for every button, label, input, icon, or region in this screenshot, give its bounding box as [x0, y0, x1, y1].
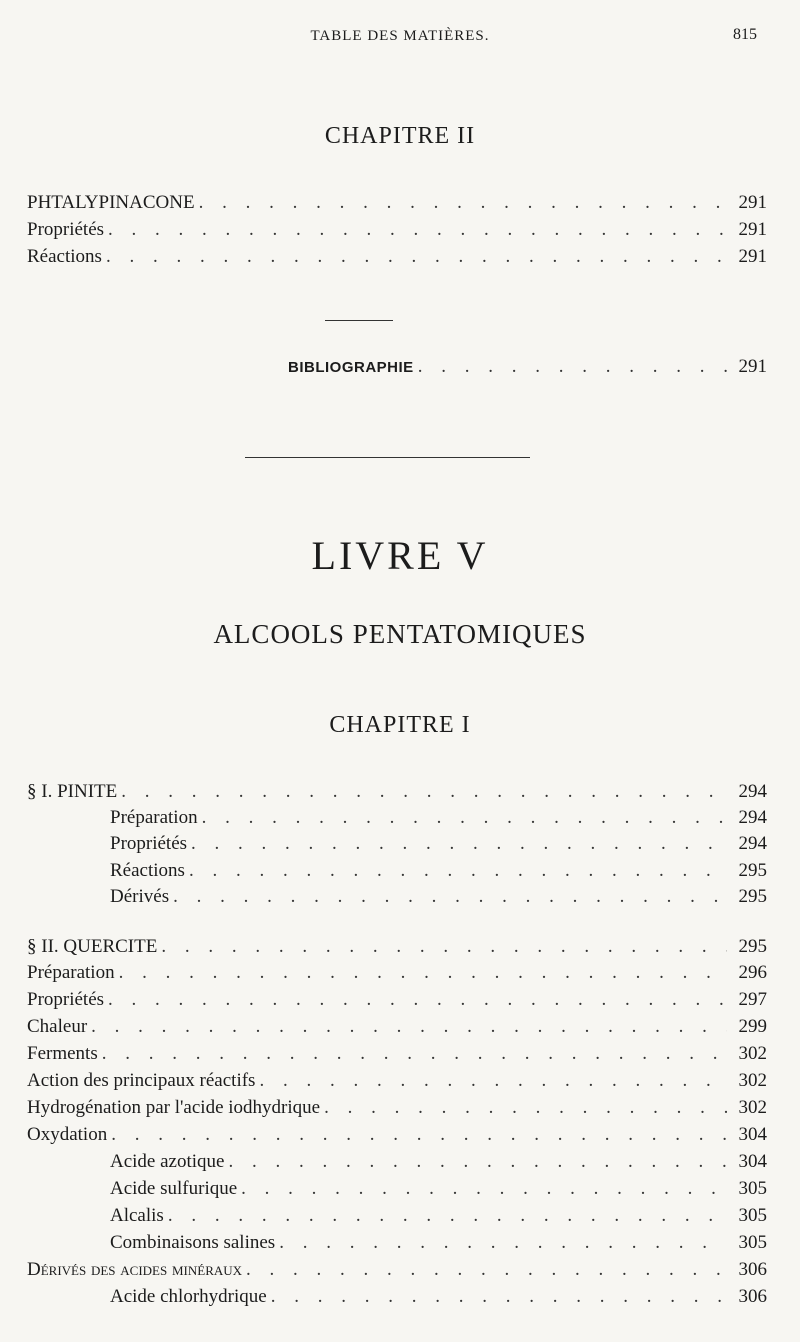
toc-entry-page: 294: [738, 833, 767, 854]
dot-leader: [418, 356, 727, 378]
dot-leader: [168, 1205, 727, 1227]
toc-entry-page: 294: [738, 781, 767, 802]
toc-entry-ferments[interactable]: [27, 1043, 767, 1069]
toc-entry-label: Propriétés: [110, 833, 188, 854]
toc-entry-derives[interactable]: [110, 886, 767, 912]
dot-leader: [199, 192, 727, 214]
toc-entry-label: Propriétés: [27, 219, 105, 240]
dot-leader: [91, 1016, 727, 1038]
toc-entry-page: 306: [738, 1286, 767, 1307]
dot-leader: [271, 1286, 727, 1308]
toc-entry-label: § I. PINITE: [27, 781, 118, 802]
dot-leader: [191, 833, 727, 855]
toc-entry-hydrogenation[interactable]: [27, 1097, 767, 1123]
toc-entry-page: 305: [738, 1178, 767, 1199]
toc-entry-label: Préparation: [27, 962, 115, 983]
toc-entry-preparation[interactable]: [27, 962, 767, 988]
toc-entry-chaleur[interactable]: [27, 1016, 767, 1042]
toc-entry-label: Acide azotique: [110, 1151, 225, 1172]
toc-entry-page: 291: [738, 192, 767, 213]
book-title: LIVRE V: [311, 533, 489, 578]
toc-entry-label: Alcalis: [110, 1205, 164, 1226]
dot-leader: [324, 1097, 727, 1119]
toc-entry-label: Chaleur: [27, 1016, 88, 1037]
short-divider: [325, 320, 393, 321]
dot-leader: [173, 886, 727, 908]
dot-leader: [279, 1232, 727, 1254]
dot-leader: [119, 962, 727, 984]
toc-entry-page: 295: [738, 860, 767, 881]
toc-entry-proprietes[interactable]: [27, 989, 767, 1015]
dot-leader: [121, 781, 727, 803]
dot-leader: [161, 936, 727, 958]
toc-entry-page: 295: [738, 936, 767, 957]
dot-leader: [241, 1178, 727, 1200]
toc-entry-label: Action des principaux réactifs: [27, 1070, 256, 1091]
toc-entry-page: 302: [738, 1070, 767, 1091]
toc-entry-action-reactifs[interactable]: [27, 1070, 767, 1096]
toc-entry-page: 296: [738, 962, 767, 983]
toc-entry-page: 291: [738, 356, 767, 377]
toc-entry-label: Réactions: [110, 860, 185, 881]
toc-entry-label: Combinaisons salines: [110, 1232, 276, 1253]
chapter-i-title: CHAPITRE I: [329, 712, 471, 738]
toc-entry-label: § II. QUERCITE: [27, 936, 158, 957]
toc-entry-page: 295: [738, 886, 767, 907]
toc-entry-label: Dérivés des acides minéraux: [27, 1259, 243, 1280]
dot-leader: [106, 246, 727, 268]
toc-entry-label: Acide sulfurique: [110, 1178, 238, 1199]
running-title: TABLE DES MATIÈRES.: [310, 28, 490, 44]
toc-entry-acide-sulfurique[interactable]: [110, 1178, 767, 1204]
dot-leader: [189, 860, 727, 882]
toc-entry-acide-chlorhydrique[interactable]: [110, 1286, 767, 1312]
toc-entry-phtalypinacone[interactable]: [27, 192, 767, 218]
dot-leader: [228, 1151, 727, 1173]
toc-entry-proprietes[interactable]: [110, 833, 767, 859]
toc-section-pinite[interactable]: [27, 781, 767, 807]
dot-leader: [111, 1124, 727, 1146]
toc-entry-page: 291: [738, 219, 767, 240]
toc-entry-oxydation[interactable]: [27, 1124, 767, 1150]
toc-entry-page: 305: [738, 1232, 767, 1253]
toc-entry-label: BIBLIOGRAPHIE: [288, 359, 414, 376]
toc-entry-page: 299: [738, 1016, 767, 1037]
dot-leader: [108, 219, 727, 241]
toc-entry-acide-azotique[interactable]: [110, 1151, 767, 1177]
toc-entry-label: Préparation: [110, 807, 198, 828]
toc-entry-page: 302: [738, 1043, 767, 1064]
toc-section-quercite[interactable]: [27, 936, 767, 962]
dot-leader: [102, 1043, 727, 1065]
toc-entry-label: PHTALYPINACONE: [27, 192, 195, 213]
toc-entry-label: Propriétés: [27, 989, 105, 1010]
toc-entry-label: Réactions: [27, 246, 102, 267]
toc-entry-derives-acides-mineraux[interactable]: [27, 1259, 767, 1285]
toc-entry-page: 294: [738, 807, 767, 828]
toc-entry-page: 291: [738, 246, 767, 267]
dot-leader: [259, 1070, 727, 1092]
toc-entry-reactions[interactable]: [110, 860, 767, 886]
dot-leader: [246, 1259, 727, 1281]
toc-entry-label: Oxydation: [27, 1124, 108, 1145]
book-subtitle: ALCOOLS PENTATOMIQUES: [213, 619, 587, 649]
toc-entry-combinaisons-salines[interactable]: [110, 1232, 767, 1258]
toc-entry-page: 304: [738, 1151, 767, 1172]
toc-entry-page: 306: [738, 1259, 767, 1280]
dot-leader: [202, 807, 727, 829]
toc-entry-alcalis[interactable]: [110, 1205, 767, 1231]
toc-entry-preparation[interactable]: [110, 807, 767, 833]
dot-leader: [108, 989, 727, 1011]
chapter-ii-title: CHAPITRE II: [324, 123, 476, 149]
toc-entry-page: 305: [738, 1205, 767, 1226]
toc-entry-label: Ferments: [27, 1043, 98, 1064]
toc-entry-label: Dérivés: [110, 886, 170, 907]
toc-entry-bibliographie[interactable]: [288, 356, 767, 382]
section-divider: [245, 457, 530, 458]
toc-entry-label: Hydrogénation par l'acide iodhydrique: [27, 1097, 321, 1118]
toc-entry-label: Acide chlorhydrique: [110, 1286, 267, 1307]
toc-entry-proprietes[interactable]: [27, 219, 767, 245]
toc-entry-page: 304: [738, 1124, 767, 1145]
toc-entry-page: 302: [738, 1097, 767, 1118]
toc-entry-reactions[interactable]: [27, 246, 767, 272]
toc-entry-page: 297: [738, 989, 767, 1010]
page-number: 815: [733, 26, 757, 43]
